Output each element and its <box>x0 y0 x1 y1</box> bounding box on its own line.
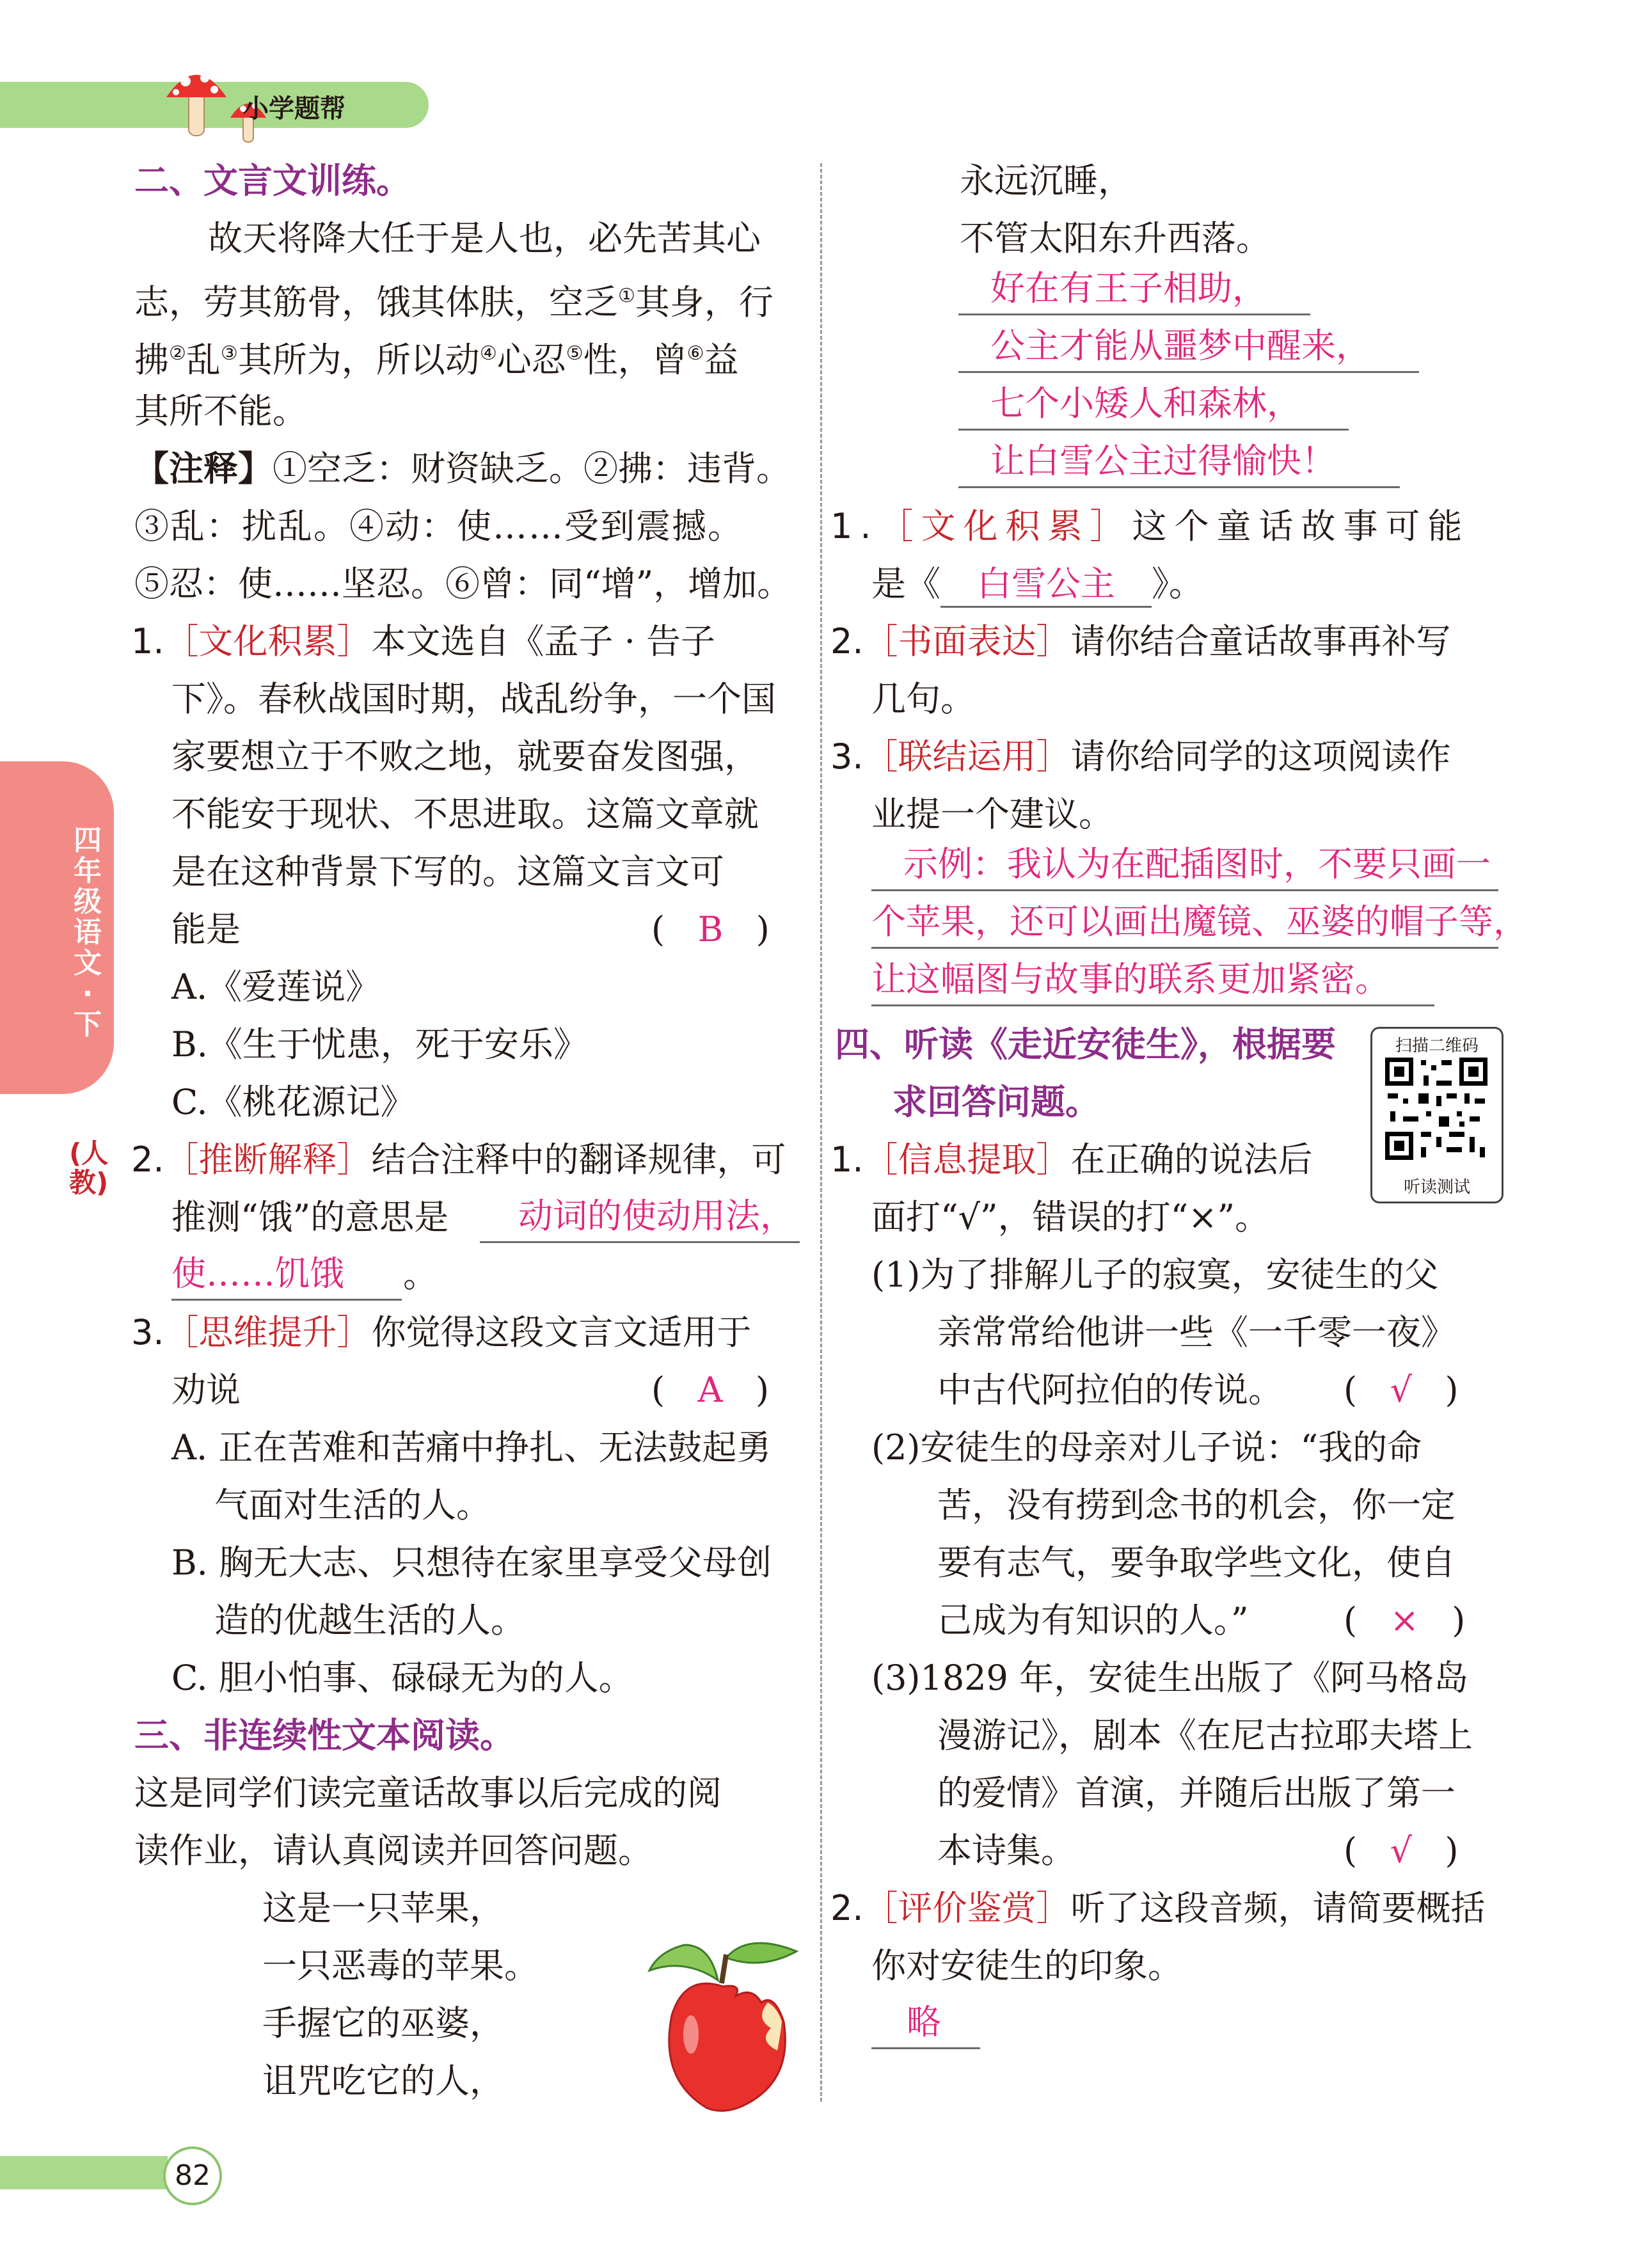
answer-blank[interactable]: 个苹果，还可以画出魔镜、巫婆的帽子等， <box>871 894 1498 949</box>
option-b: 造的优越生活的人。 <box>214 1600 525 1640</box>
poem-line: 手握它的巫婆， <box>262 2003 504 2043</box>
item-3: 本诗集。 <box>937 1830 1075 1871</box>
section-2-title: 二、文言文训练。 <box>134 161 411 201</box>
option-a: A.《爱莲说》 <box>171 967 381 1007</box>
poem-line: 永远沉睡， <box>960 161 1132 201</box>
poem-line: 诅咒吃它的人， <box>262 2061 504 2101</box>
question-text: 能是 <box>171 909 241 949</box>
item-3: (3)1829 年，安徒生出版了《阿马格岛 <box>871 1658 1469 1698</box>
section-text: 读作业，请认真阅读并回答问题。 <box>134 1830 653 1871</box>
question-text: 你对安徒生的印象。 <box>871 1946 1182 1986</box>
item-3: 漫游记》，剧本《在尼古拉耶夫塔上 <box>937 1715 1473 1756</box>
option-a: A. 正在苦难和苦痛中挣扎、无法鼓起勇 <box>171 1427 772 1468</box>
passage-line: 其所不能。 <box>134 391 307 431</box>
poem-line: 不管太阳东升西落。 <box>960 218 1271 258</box>
question-s2: 2.［评价鉴赏］听了这段音频，请简要概括 <box>830 1888 1486 1928</box>
item-1: 中古代阿拉伯的传说。 <box>937 1370 1283 1410</box>
answer-blank[interactable]: 使……饥饿 <box>171 1246 402 1301</box>
option-a: 气面对生活的人。 <box>214 1485 491 1525</box>
answer-blank[interactable]: 示例：我认为在配插图时，不要只画一 <box>871 837 1498 891</box>
option-c: C.《桃花源记》 <box>171 1082 415 1122</box>
passage-line: 志，劳其筋骨，饿其体肤，空乏①其身，行 <box>134 282 773 322</box>
answer-bracket[interactable]: ( √ ) <box>1344 1370 1459 1410</box>
question-text: 业提一个建议。 <box>871 794 1113 834</box>
question-3: 3.［思维提升］你觉得这段文言文适用于 <box>131 1312 752 1352</box>
option-c: C. 胆小怕事、碌碌无为的人。 <box>171 1658 633 1698</box>
notes-line: ⑤忍：使……坚忍。⑥曾：同“增”，增加。 <box>134 564 792 604</box>
question-text: 下》。春秋战国时期，战乱纷争，一个国 <box>171 679 776 719</box>
side-edition-label: (人教) <box>69 1138 109 1198</box>
question-text: 劝说 <box>171 1370 241 1410</box>
poem-answer-blank[interactable]: 七个小矮人和森林， <box>958 376 1349 431</box>
question-text: 几句。 <box>871 679 975 719</box>
poem-line: 一只恶毒的苹果。 <box>262 1946 539 1986</box>
question-2: 2.［推断解释］结合注释中的翻译规律，可 <box>131 1139 786 1180</box>
section-4-title: 求回答问题。 <box>892 1082 1100 1122</box>
answer-blank[interactable]: 白雪公主 <box>940 559 1152 608</box>
qr-code-icon <box>1385 1058 1487 1160</box>
question-r1: 1.［文化积累］这个童话故事可能 <box>830 506 1470 546</box>
question-text: 不能安于现状、不思进取。这篇文章就 <box>171 794 759 834</box>
brand-title: 小学题帮 <box>243 94 345 123</box>
item-2: 己成为有知识的人。” <box>937 1600 1249 1640</box>
column-divider <box>820 163 822 2102</box>
passage-line: 拂②乱③其所为，所以动④心忍⑤性，曾⑥益 <box>134 340 739 380</box>
question-text: 。 <box>403 1255 438 1295</box>
qr-caption: 扫描二维码 <box>1395 1036 1479 1056</box>
qr-caption: 听读测试 <box>1403 1178 1470 1197</box>
passage-line: 故天将降大任于是人也，必先苦其心 <box>208 218 761 258</box>
question-text: 推测“饿”的意思是 <box>171 1197 449 1237</box>
question-s1: 1.［信息提取］在正确的说法后 <box>830 1139 1313 1180</box>
question-text: 是在这种背景下写的。这篇文言文可 <box>171 852 724 892</box>
footer-bar <box>0 2156 168 2189</box>
notes-line: ③乱：扰乱。④动：使……受到震撼。 <box>134 506 743 546</box>
question-text: 家要想立于不败之地，就要奋发图强， <box>171 736 759 777</box>
answer-blank[interactable]: 略 <box>871 1995 980 2049</box>
poem-answer-blank[interactable]: 好在有王子相助， <box>958 261 1310 315</box>
item-2: (2)安徒生的母亲对儿子说：“我的命 <box>871 1427 1422 1468</box>
option-b: B. 胸无大志、只想待在家里享受父母创 <box>171 1542 772 1583</box>
side-grade-label: 四年级语文·下 <box>74 824 102 1041</box>
item-2: 要有志气，要争取学些文化，使自 <box>937 1542 1456 1583</box>
answer-bracket[interactable]: ( × ) <box>1344 1600 1466 1640</box>
question-r2: 2.［书面表达］请你结合童话故事再补写 <box>830 621 1451 662</box>
question-r3: 3.［联结运用］请你给同学的这项阅读作 <box>830 736 1451 777</box>
notes-line: 【注释】①空乏：财资缺乏。②拂：违背。 <box>134 448 791 489</box>
answer-bracket[interactable]: ( A ) <box>651 1370 770 1410</box>
poem-answer-blank[interactable]: 让白雪公主过得愉快！ <box>958 434 1400 488</box>
answer-blank[interactable]: 动词的使动用法， <box>480 1189 800 1243</box>
item-2: 苦，没有捞到念书的机会，你一定 <box>937 1485 1456 1525</box>
item-1: (1)为了排解儿子的寂寞，安徒生的父 <box>871 1255 1439 1295</box>
answer-bracket[interactable]: ( B ) <box>651 909 770 949</box>
question-text: 是《 白雪公主 》。 <box>871 555 1203 613</box>
answer-bracket[interactable]: ( √ ) <box>1344 1830 1459 1871</box>
item-1: 亲常常给他讲一些《一千零一夜》 <box>937 1312 1456 1352</box>
section-4-title: 四、听读《走近安徒生》，根据要 <box>835 1024 1336 1065</box>
section-text: 这是同学们读完童话故事以后完成的阅 <box>134 1773 722 1813</box>
qr-code[interactable] <box>1370 1027 1503 1203</box>
question-1: 1.［文化积累］本文选自《孟子 · 告子 <box>131 621 716 662</box>
section-3-title: 三、非连续性文本阅读。 <box>134 1715 514 1756</box>
poem-line: 这是一只苹果， <box>262 1888 504 1928</box>
apple-icon <box>646 1932 806 2118</box>
question-text: 面打“√”，错误的打“×”。 <box>871 1197 1270 1237</box>
poem-answer-blank[interactable]: 公主才能从噩梦中醒来， <box>958 319 1419 373</box>
page-number: 82 <box>163 2146 222 2205</box>
item-3: 的爱情》首演，并随后出版了第一 <box>937 1773 1456 1813</box>
answer-blank[interactable]: 让这幅图与故事的联系更加紧密。 <box>871 952 1434 1006</box>
option-b: B.《生于忧患，死于安乐》 <box>171 1024 588 1065</box>
